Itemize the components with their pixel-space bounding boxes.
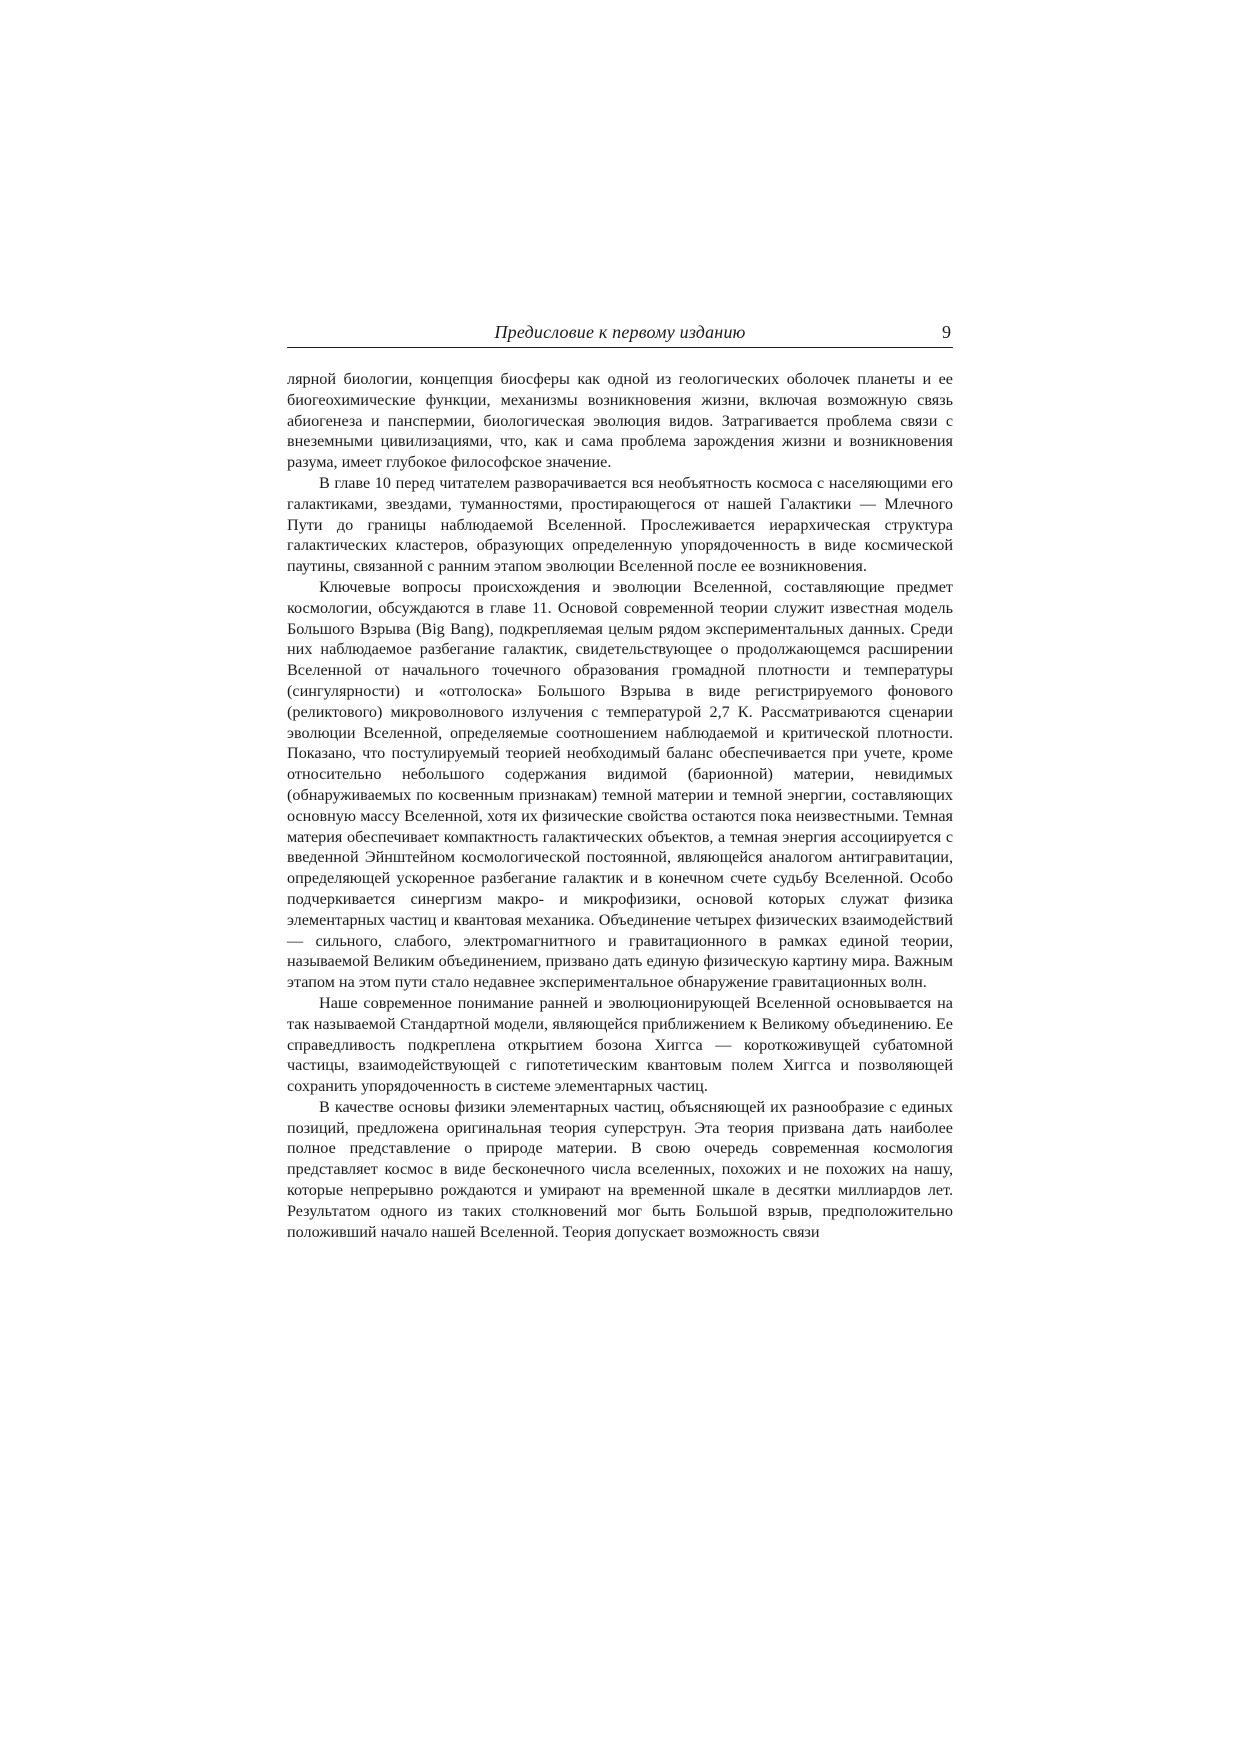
running-header: [287, 321, 953, 348]
paragraph: В качестве основы физики элементарных частиц, объясняющей их разнообразие с единых позиций, предложена оригинальная теория суперструн. Эта теория призвана дать наиболее полное представление о природе материи. В свою очередь современная космология представляет космос в виде бесконечного числа вселенных, похожих и не похожих на нашу, которые непрерывно рождаются и умирают на временной шкале в десятки миллиардов лет. Результатом одного из таких столкновений мог быть Большой взрыв, предположительно положивший начало нашей Вселенной. Теория допускает возможность связи: [287, 1097, 953, 1241]
paragraph: Ключевые вопросы происхождения и эволюции Вселенной, составляющие предмет космологии, обсуждаются в главе 11. Основой современной теории служит известная модель Большого Взрыва (Big Bang), подкрепляемая целым рядом экспериментальных данных. Среди них наблюдаемое разбегание галактик, свидетельствующее о продолжающемся расширении Вселенной от начального точечного образования громадной плотности и температуры (сингулярности) и «отголоска» Большого Взрыва в виде регистрируемого фонового (реликтового) микроволнового излучения с температурой 2,7 К. Рассматриваются сценарии эволюции Вселенной, определяемые соотношением наблюдаемой и критической плотности. Показано, что постулируемый теорией необходимый баланс обеспечивается при учете, кроме относительно небольшого содержания видимой (барионной) материи, невидимых (обнаруживаемых по косвенным признакам) темной материи и темной энергии, составляющих основную массу Вселенной, хотя их физические свойства остаются пока неизвестными. Темная материя обеспечивает компактность галактических объектов, а темная энергия ассоциируется с введенной Эйнштейном космологической постоянной, являющейся аналогом антигравитации, определяющей ускоренное разбегание галактик и в конечном счете судьбу Вселенной. Особо подчеркивается синергизм макро- и микрофизики, основой которых служат физика элементарных частиц и квантовая механика. Объединение четырех физических взаимодействий — сильного, слабого, электромагнитного и гравитационного в рамках единой теории, называемой Великим объединением, призвано дать единую физическую картину мира. Важным этапом на этом пути стало недавнее экспериментальное обнаружение гравитационных волн.: [287, 577, 953, 992]
page-number: 9: [942, 322, 951, 342]
paragraph: Наше современное понимание ранней и эволюционирующей Вселенной основывается на так называемой Стандартной модели, являющейся приближением к Великому объединению. Ее справедливость подкреплена открытием бозона Хиггса — короткоживущей субатомной частицы, взаимодействующей с гипотетическим квантовым полем Хиггса и позволяющей сохранить упорядоченность в системе элементарных частиц.: [287, 993, 953, 1096]
paragraph: лярной биологии, концепция биосферы как одной из геологических оболочек планеты и ее биогеохимические функции, механизмы возникновения жизни, включая возможную связь абиогенеза и панспермии, биологическая эволюция видов. Затрагивается проблема связи с внеземными цивилизациями, что, как и сама проблема зарождения жизни и возникновения разума, имеет глубокое философское значение.: [287, 370, 953, 472]
body-text: [287, 369, 953, 1242]
running-title: Предисловие к первому изданию: [494, 322, 746, 342]
paragraph: В главе 10 перед читателем разворачивается вся необъятность космоса с населяющими его галактиками, звездами, туманностями, простирающегося от нашей Галактики — Млечного Пути до границы наблюдаемой Вселенной. Прослеживается иерархическая структура галактических кластеров, образующих определенную упорядоченность в виде космической паутины, связанной с ранним этапом эволюции Вселенной после ее возникновения.: [287, 473, 953, 576]
